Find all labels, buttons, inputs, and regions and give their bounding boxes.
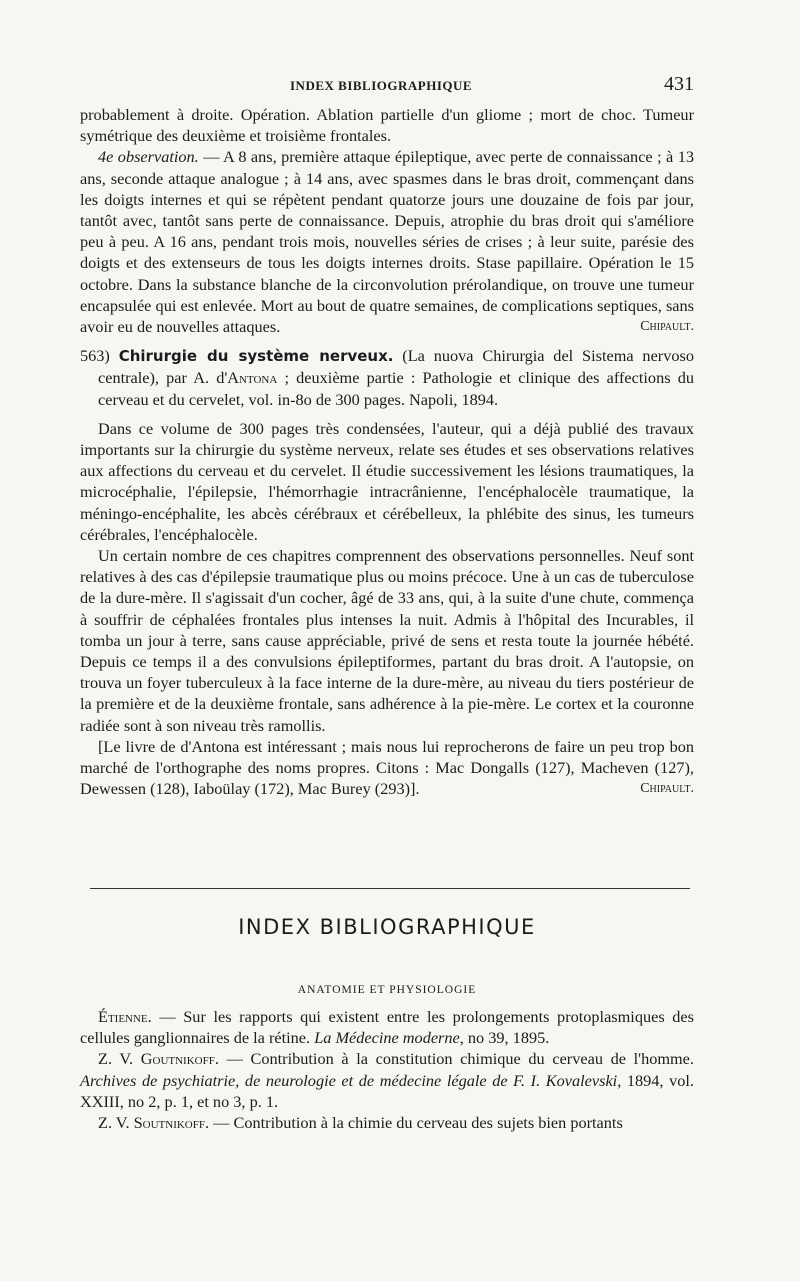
index-tail: , 1894, vol. XXIII, no 2, p. 1, et no 3, p. 1. xyxy=(80,1070,694,1111)
body-text xyxy=(80,104,694,800)
observation-text: — A 8 ans, première attaque épileptique, avec perte de connaissance ; à 13 ans, seconde attaque analogue ; à 14 ans, avec spasmes dans le bras droit, commençant dans les doigts internes et qui se répètent pendant quatorze jours une douzaine de fois par jour, tantôt avec, tantôt sans perte de connaissance. Depuis, atrophie du bras droit qui s'améliore peu à peu. A 16 ans, pendant trois mois, nouvelles séries de crises ; à leur suite, parésie des doigts et des extenseurs de tous les doigts internes droits. Stase papillaire. Opération le 15 octobre. Dans la substance blanche de la circonvolution prérolandique, on trouve une tumeur encapsulée qui est enlevée. Mort au bout de quatre semaines, de complications septiques, sans avoir eu de nouvelles attaques. xyxy=(80,147,694,337)
index-entry xyxy=(80,1006,694,1048)
index-initials: Z. V. xyxy=(98,1049,141,1069)
running-title: INDEX BIBLIOGRAPHIQUE xyxy=(290,78,473,93)
review-paragraph-2: Un certain nombre de ces chapitres comprennent des observations personnelles. Neuf sont relatives à des cas d'épilepsie traumatique plus ou moins précoce. Une à un cas de tuberculose de la dure-mère. Il s'agissait d'un cocher, âgé de 33 ans, qui, à la suite d'une chute, commença à souffrir de céphalées frontales plus intenses la nuit. Admis à l'hôpital des Incurables, il tomba un jour à terre, sans cause appréciable, privé de sens et resta toute la journée hébété. Depuis ce temps il a des convulsions épileptiformes, partant du bras droit. A l'autopsie, on trouva un foyer tuberculeux à la face interne de la dure-mère, au niveau du tiers postérieur de la première et de la deuxième frontale, sans adhérence à la pie-mère. Le cortex et la couronne radiée sont à son niveau très ramollis. xyxy=(80,546,694,735)
entry-reference-a: (La nuova Chirurgia del Sistema nervoso centrale), par A. d' xyxy=(98,346,694,388)
observation-label: 4e observation. xyxy=(98,147,199,167)
case-continuation-paragraph: probablement à droite. Opération. Ablation partielle d'un gliome ; mort de choc. Tumeur symétrique des deuxième et troisième frontales. xyxy=(80,105,694,146)
index-text: — Sur les rapports qui existent entre les prolongements protoplasmiques des cellules ganglionnaires de la rétine. xyxy=(80,1007,694,1048)
entry-563-heading xyxy=(80,345,694,410)
entry-title: Chirurgie du système nerveux. xyxy=(118,347,394,366)
spacer xyxy=(80,410,694,418)
page-number: 431 xyxy=(664,73,694,95)
signature: Chipault. xyxy=(640,319,694,335)
review-paragraph-3-text: [Le livre de d'Antona est intéressant ; mais nous lui reprocherons de faire un peu trop bon marché de l'orthographe des noms propres. Citons : Mac Dongalls (127), Macheven (127), Dewessen (128), Iaboülay (172), Mac Burey (293)]. xyxy=(80,736,694,799)
index-journal: Archives de psychiatrie, de neurologie et de médecine légale de F. I. Kovalevski xyxy=(80,1070,618,1090)
index-text: — Contribution à la chimie du cerveau des sujets bien portants xyxy=(209,1113,623,1133)
index-journal: La Médecine moderne xyxy=(314,1028,460,1048)
index-entry xyxy=(80,1112,694,1133)
index-text: — Contribution à la constitution chimique du cerveau de l'homme. xyxy=(218,1049,694,1069)
index-initials: Z. V. xyxy=(98,1113,134,1133)
index-entries xyxy=(80,1006,694,1133)
subsection-title: ANATOMIE ET PHYSIOLOGIE xyxy=(297,984,477,996)
review-paragraph-3 xyxy=(80,736,694,800)
index-author: Goutnikoff. xyxy=(140,1049,219,1069)
index-entry xyxy=(80,1048,694,1112)
entry-author: Antona xyxy=(227,368,278,388)
section-divider xyxy=(90,888,690,889)
review-paragraph-1: Dans ce volume de 300 pages très condensées, l'auteur, qui a déjà publié des travaux importants sur la chirurgie du système nerveux, relate ses études et ses observations relatives aux affections du cerveau et du cervelet. Il étudie successivement les lésions traumatiques, la microcéphalie, l'épilepsie, l'hémorrhagie intracrânienne, l'encéphalocèle traumatique, la méningo-encéphalite, les abcès cérébraux et cérébelleux, la phlébite des sinus, les tumeurs cérébrales, l'encéphalocèle. xyxy=(80,418,694,544)
index-tail: , no 39, 1895. xyxy=(459,1028,550,1048)
spacer xyxy=(80,337,694,345)
section-title: INDEX BIBLIOGRAPHIQUE xyxy=(238,915,536,939)
entry-reference-b: ; deuxième partie : Pathologie et clinique des affections du cerveau et du cervelet, vol. in-8o de 300 pages. Napoli, 1894. xyxy=(98,368,694,409)
page-header xyxy=(80,74,694,98)
observation-paragraph xyxy=(80,146,694,337)
signature: Chipault. xyxy=(640,781,694,797)
index-author: Étienne. xyxy=(98,1007,152,1026)
index-author: Soutnikoff. xyxy=(133,1113,210,1133)
entry-number: 563) xyxy=(80,346,110,366)
